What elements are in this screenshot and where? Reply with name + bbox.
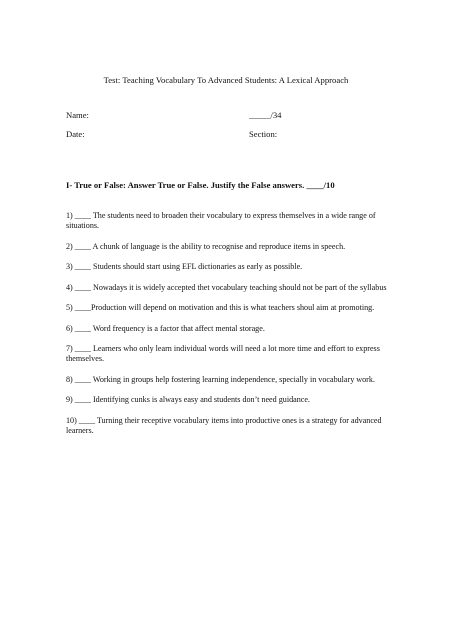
score-field: _____/34: [249, 110, 282, 120]
question-item: 9) ____ Identifying cunks is always easy and students don’t need guidance.: [66, 395, 310, 404]
question-item: 8) ____ Working in groups help fostering learning independence, specially in vocabulary work.: [66, 374, 375, 384]
question-item: 3) ____ Students should start using EFL dictionaries as early as possible.: [66, 262, 303, 271]
date-label: Date:: [66, 129, 85, 139]
question-item: 4) ____ Nowadays it is widely accepted thet vocabulary teaching should not be part of the syllabus: [66, 282, 387, 292]
section-heading: I- True or False: Answer True or False. Justify the False answers. ____/10: [66, 180, 335, 190]
question-item: 10) ____ Turning their receptive vocabulary items into productive ones is a strategy for advanced learners.: [66, 415, 382, 435]
question-item: 1) ____ The students need to broaden their vocabulary to express themselves in a wide range of situations.: [66, 211, 376, 230]
question-item: 7) ____ Learners who only learn individual words will need a lot more time and effort to express themselves.: [66, 344, 380, 363]
name-label: Name:: [66, 110, 89, 120]
question-list: [66, 211, 398, 446]
section-label: Section:: [249, 129, 278, 139]
document-title: Test: Teaching Vocabulary To Advanced Students: A Lexical Approach: [103, 75, 349, 85]
question-item: 2) ____ A chunk of language is the ability to recognise and reproduce items in speech.: [66, 241, 346, 251]
question-item: 5) ____Production will depend on motivation and this is what teachers shoul aim at promoting.: [66, 303, 375, 312]
question-item: 6) ____ Word frequency is a factor that affect mental storage.: [66, 323, 265, 333]
